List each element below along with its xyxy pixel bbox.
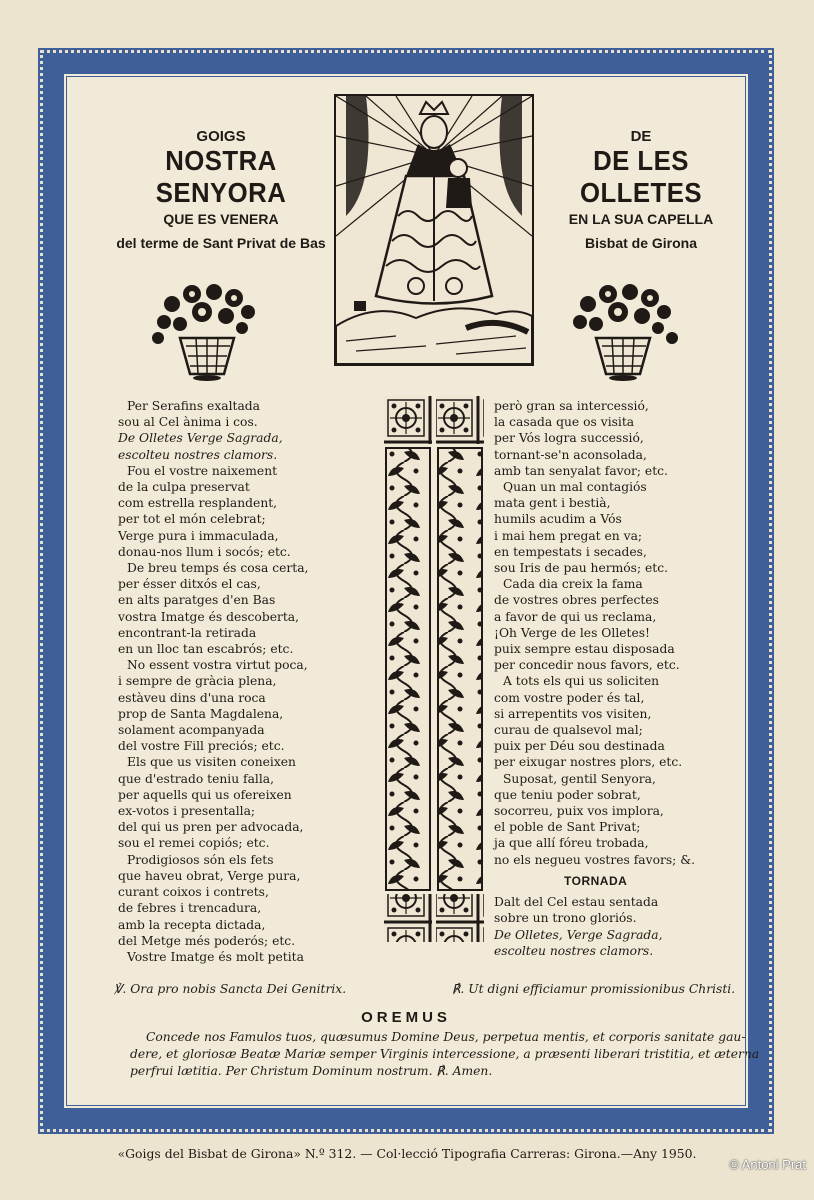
verse-line: del qui us pren per advocada, <box>118 820 304 835</box>
header-title-right: DE LES OLLETES <box>579 145 703 208</box>
verse-line: encontrant-la retirada <box>118 625 257 640</box>
verse-line: amb la recepta dictada, <box>118 917 266 932</box>
prayer-line: perfrui lætitia. Per Christum Dominum nostrum. ℟. Amen. <box>130 1064 493 1078</box>
verse-line: Verge pura i immaculada, <box>118 528 279 543</box>
verse-line: vostra Imatge és descoberta, <box>118 609 300 624</box>
verse-line: estàveu dins d'una roca <box>118 690 266 705</box>
verse-line: curau de qualsevol mal; <box>494 723 643 738</box>
verse-line: sou el remei copiós; etc. <box>118 836 270 851</box>
verse-line: no els negueu vostres favors; &. <box>494 852 696 867</box>
verse-line: tornant-se'n aconsolada, <box>494 447 647 462</box>
verse-line: com vostre poder és tal, <box>494 690 645 705</box>
prayer-line: Concede nos Famulos tuos, quæsumus Domine Deus, perpetua mentis, et corporis sanitate gau- <box>146 1030 746 1044</box>
verse-line: amb tan senyalat favor; etc. <box>494 463 668 478</box>
verse-line: en tempestats i secades, <box>494 544 647 559</box>
header-goigs: GOIGS <box>196 128 246 145</box>
oremus-heading: OREMUS <box>361 1009 451 1026</box>
prayer-line: dere, et gloriosæ Beatæ Mariæ semper Virginis intercessione, a præsenti liberari tristitia, et æterna <box>130 1047 760 1061</box>
verse-line: i mai hem pregat en va; <box>494 528 643 543</box>
verse-line: i sempre de gràcia plena, <box>118 674 277 689</box>
verse-line: ex-votos i presentalla; <box>118 804 256 819</box>
verse-line: No essent vostra virtut poca, <box>127 658 308 673</box>
verse-line: Suposat, gentil Senyora, <box>503 771 656 786</box>
verses-right-column <box>494 398 695 959</box>
verse-line: sou Iris de pau hermós; etc. <box>494 561 669 576</box>
verse-line: Fou el vostre naixement <box>127 463 278 478</box>
header-right <box>526 128 756 251</box>
verse-line: sobre un trono gloriós. <box>494 911 637 926</box>
ornamental-pillar-image <box>382 394 486 944</box>
verse-line: De Olletes, Verge Sagrada, <box>494 927 663 942</box>
verse-line: en alts paratges d'en Bas <box>118 593 276 608</box>
verse-line: de febres i trencadura, <box>118 901 262 916</box>
verse-line: de la culpa preservat <box>118 480 250 495</box>
header-subtitle-right: EN LA SUA CAPELLA <box>568 211 714 227</box>
verse-line: la casada que os visita <box>494 415 635 430</box>
verse-line: Per Serafins exaltada <box>127 399 260 413</box>
verse-line: Quan un mal contagiós <box>503 480 647 495</box>
verse-line: a favor de qui us reclama, <box>494 609 657 624</box>
verse-line: prop de Santa Magdalena, <box>118 706 284 721</box>
verse-line: De breu temps és cosa certa, <box>127 561 309 576</box>
verse-line: que d'estrado teniu falla, <box>118 771 275 786</box>
header-place-right: Bisbat de Girona <box>584 235 698 251</box>
verse-line: mata gent i bestià, <box>494 496 611 511</box>
verse-line: escolteu nostres clamors. <box>494 943 654 958</box>
verse-line: escolteu nostres clamors. <box>118 447 278 462</box>
verse-line: per tot el món celebrat; <box>118 512 266 527</box>
verse-line: per eixugar nostres plors, etc. <box>494 755 683 770</box>
verse-line: ¡Oh Verge de les Olletes! <box>494 625 650 640</box>
verse-line: puix per Déu sou destinada <box>494 739 665 754</box>
verse-line: per Vós logra successió, <box>494 431 644 446</box>
verse-line: ja que allí fóreu trobada, <box>494 836 649 851</box>
photo-credit: © Antoni Prat <box>729 1157 806 1172</box>
verse-line: però gran sa intercessió, <box>494 399 649 413</box>
verse-line: per ésser ditxós el cas, <box>118 577 261 592</box>
flower-basket-left-image <box>152 282 262 382</box>
verse-line: curant coixos i contrets, <box>118 885 269 900</box>
header-place-left: del terme de Sant Privat de Bas <box>116 235 326 251</box>
verse-line: si arrepentits vos visiten, <box>494 706 652 721</box>
verse-line: Els que us visiten coneixen <box>127 755 296 770</box>
verse-line: que haveu obrat, Verge pura, <box>118 868 301 883</box>
verse-line: de vostres obres perfectes <box>494 593 659 608</box>
versicle: ℣. Ora pro nobis Sancta Dei Genitrix. <box>114 982 347 996</box>
decorative-border-frame <box>38 48 774 1134</box>
verse-line: donau-nos llum i socós; etc. <box>118 544 291 559</box>
verse-line: Prodigiosos són els fets <box>127 852 274 867</box>
verse-line: per concedir nous favors, etc. <box>494 658 680 673</box>
verse-line: solament acompanyada <box>118 723 265 738</box>
verse-line: per aquells qui us ofereixen <box>118 787 292 802</box>
verses-left-column <box>118 398 308 965</box>
verse-line: puix sempre estau disposada <box>494 642 675 657</box>
verse-line: Vostre Imatge és molt petita <box>127 949 304 964</box>
verse-line: com estrella resplandent, <box>118 496 278 511</box>
verse-line: del Metge més poderós; etc. <box>118 933 296 948</box>
verse-line: TORNADA <box>564 873 628 888</box>
flower-basket-right-image <box>568 282 678 382</box>
verse-line: que teniu poder sobrat, <box>494 787 641 802</box>
verse-line: socorreu, puix vos implora, <box>494 804 664 819</box>
response: ℟. Ut digni efficiamur promissionibus Christi. <box>452 982 736 996</box>
header-title-left: NOSTRA SENYORA <box>155 145 287 208</box>
virgin-woodcut-image <box>334 94 534 366</box>
verse-line: Cada dia creix la fama <box>503 577 643 592</box>
verse-line: humils acudim a Vós <box>494 512 622 527</box>
verse-line: en un lloc tan escabrós; etc. <box>118 642 294 657</box>
verse-line: del vostre Fill preciós; etc. <box>118 739 285 754</box>
verse-line: el poble de Sant Privat; <box>494 820 641 835</box>
verse-line: Dalt del Cel estau sentada <box>494 895 659 910</box>
colophon: «Goigs del Bisbat de Girona» N.º 312. — Col·lecció Tipografia Carreras: Girona.—Any 1950. <box>117 1146 697 1161</box>
verse-line: A tots els qui us soliciten <box>503 674 660 689</box>
header-de: DE <box>630 128 652 145</box>
header-subtitle-left: QUE ES VENERA <box>163 211 279 227</box>
verse-line: sou al Cel ànima i cos. <box>118 415 258 430</box>
header-left <box>106 128 336 251</box>
verse-line: De Olletes Verge Sagrada, <box>118 431 283 446</box>
prayer-text <box>130 1029 760 1080</box>
